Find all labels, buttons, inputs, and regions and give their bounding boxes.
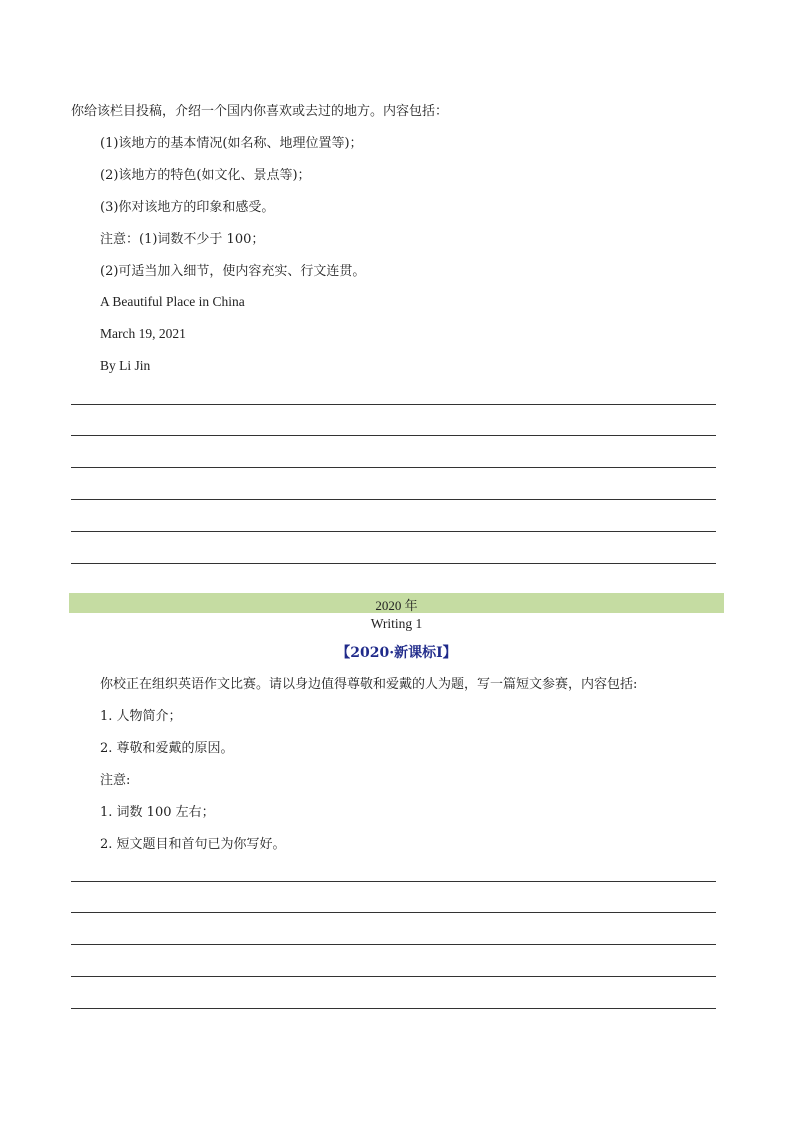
writing-heading: Writing 1 — [370, 616, 423, 631]
task1-note-2: (2)可适当加入细节，使内容充实、行文连贯。 — [100, 264, 366, 279]
writing-line — [71, 976, 716, 977]
task1-point-3: (3)你对该地方的印象和感受。 — [100, 200, 275, 215]
task2-point-1: 1. 人物简介； — [100, 709, 182, 724]
writing-line — [71, 563, 716, 564]
writing-line — [71, 467, 716, 468]
task1-note: 注意：(1)词数不少于 100； — [100, 232, 265, 247]
writing-line — [71, 531, 716, 532]
writing-line — [71, 881, 716, 882]
source-label: 【2020·新课标Ⅰ】 — [336, 645, 457, 661]
writing-line — [71, 404, 716, 405]
task1-point-1: (1)该地方的基本情况(如名称、地理位置等)； — [100, 136, 363, 151]
essay-date: March 19, 2021 — [100, 326, 186, 341]
essay-author: By Li Jin — [100, 358, 151, 373]
writing-line — [71, 944, 716, 945]
year-band — [69, 593, 724, 613]
writing-line — [71, 912, 716, 913]
writing-line — [71, 1008, 716, 1009]
writing-line — [71, 435, 716, 436]
essay-title: A Beautiful Place in China — [100, 294, 245, 309]
task2-note-1: 1. 词数 100 左右； — [100, 805, 215, 820]
task2-note-2: 2. 短文题目和首句已为你写好。 — [100, 837, 286, 852]
task2-point-2: 2. 尊敬和爱戴的原因。 — [100, 741, 234, 756]
task1-intro: 你给该栏目投稿，介绍一个国内你喜欢或去过的地方。内容包括： — [71, 104, 449, 119]
task2-intro: 你校正在组织英语作文比赛。请以身边值得尊敬和爱戴的人为题，写一篇短文参赛，内容包括: — [100, 677, 638, 692]
task2-note-label: 注意: — [100, 773, 131, 788]
writing-line — [71, 499, 716, 500]
task1-point-2: (2)该地方的特色(如文化、景点等)； — [100, 168, 311, 183]
year-label: 2020 年 — [375, 598, 418, 613]
